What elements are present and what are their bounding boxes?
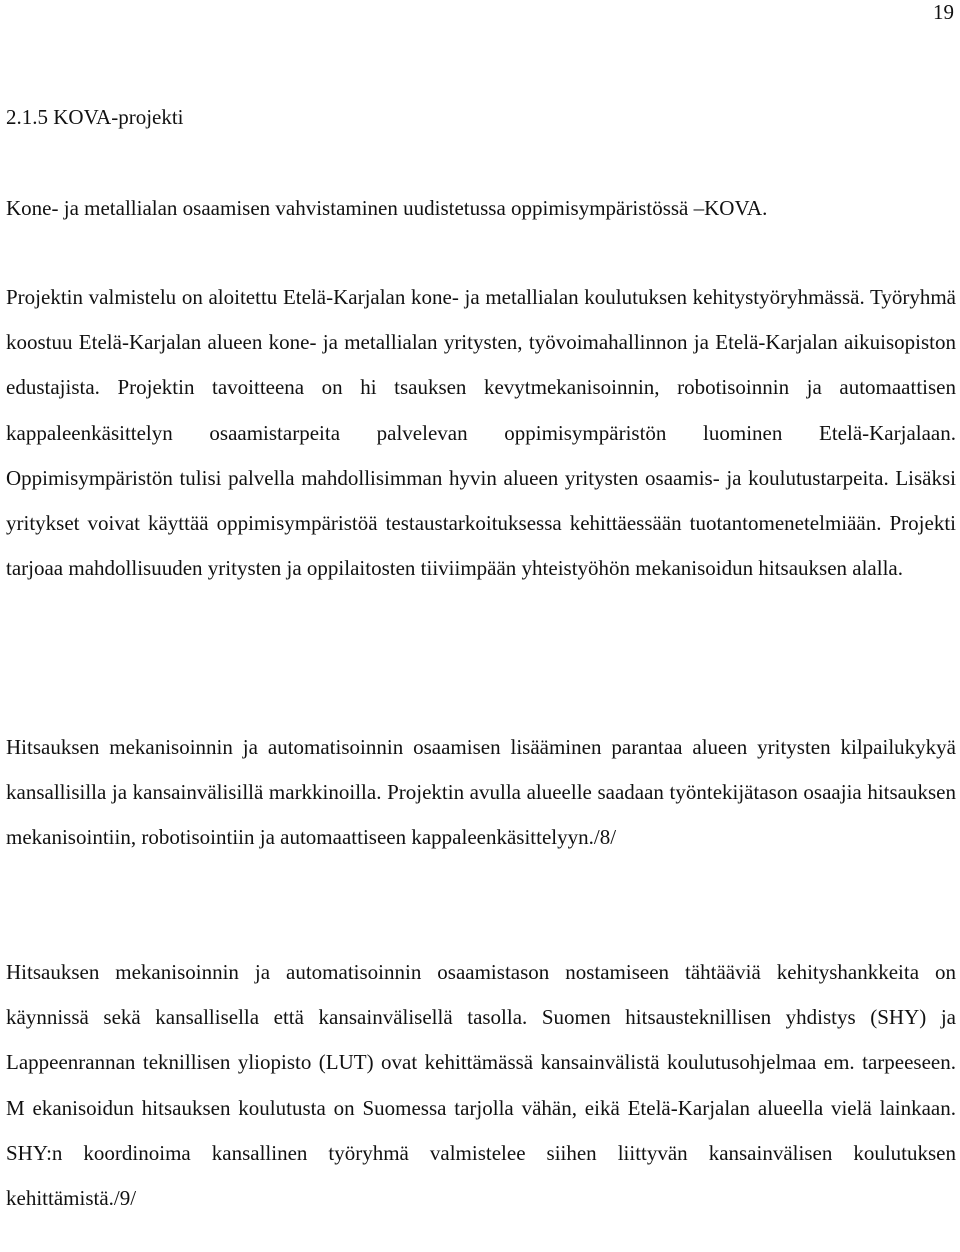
paragraph-development-projects: Hitsauksen mekanisoinnin ja automatisoinnin osaamistason nostamiseen tähtääviä kehityshankkeita on käynnissä sekä kansallisella että kansainvälisellä tasolla. Suomen hitsausteknillisen yhdistys (SHY) ja Lappeenrannan teknillisen yliopisto (LUT) ovat kehittämässä kansainvälistä koulutusohjelmaa em. tarpeeseen. M ekanisoidun hitsauksen koulutusta on Suomessa tarjolla vähän, eikä Etelä-Karjalan alueella vielä lainkaan. SHY:n koordinoima kansallinen työryhmä valmistelee siihen liittyvän kansainvälisen koulutuksen kehittämistä./9/ bbox=[6, 960, 956, 1211]
section-heading: 2.1.5 KOVA-projekti bbox=[6, 105, 184, 129]
paragraph-project-preparation: Projektin valmistelu on aloitettu Etelä-Karjalan kone- ja metallialan koulutuksen kehitystyöryhmässä. Työryhmä koostuu Etelä-Karjalan alueen kone- ja metallialan yritysten, työvoimahallinnon ja Etelä-Karjalan aikuisopiston edustajista. Projektin tavoitteena on hi tsauksen kevytmekanisoinnin, robotisoinnin ja automaattisen kappaleenkäsittelyn osaamistarpeita palvelevan oppimisympäristön luominen Etelä-Karjalaan. Oppimisympäristön tulisi palvella mahdollisimman hyvin alueen yritysten osaamis- ja koulutustarpeita. Lisäksi yritykset voivat käyttää oppimisympäristöä testaustarkoituksessa kehittäessään tuotantomenetelmiään. Projekti tarjoaa mahdollisuuden yritysten ja oppilaitosten tiiviimpään yhteistyöhön mekanisoidun hitsauksen alalla. bbox=[6, 285, 956, 581]
page-number: 19 bbox=[933, 0, 954, 24]
paragraph-competitiveness: Hitsauksen mekanisoinnin ja automatisoinnin osaamisen lisääminen parantaa alueen yritysten kilpailukykyä kansallisilla ja kansainvälisillä markkinoilla. Projektin avulla alueelle saadaan työntekijätason osaajia hitsauksen mekanisointiin, robotisointiin ja automaattiseen kappaleenkäsittelyyn./8/ bbox=[6, 735, 956, 850]
section-subtitle: Kone- ja metallialan osaamisen vahvistaminen uudistetussa oppimisympäristössä –KOVA. bbox=[6, 196, 768, 220]
